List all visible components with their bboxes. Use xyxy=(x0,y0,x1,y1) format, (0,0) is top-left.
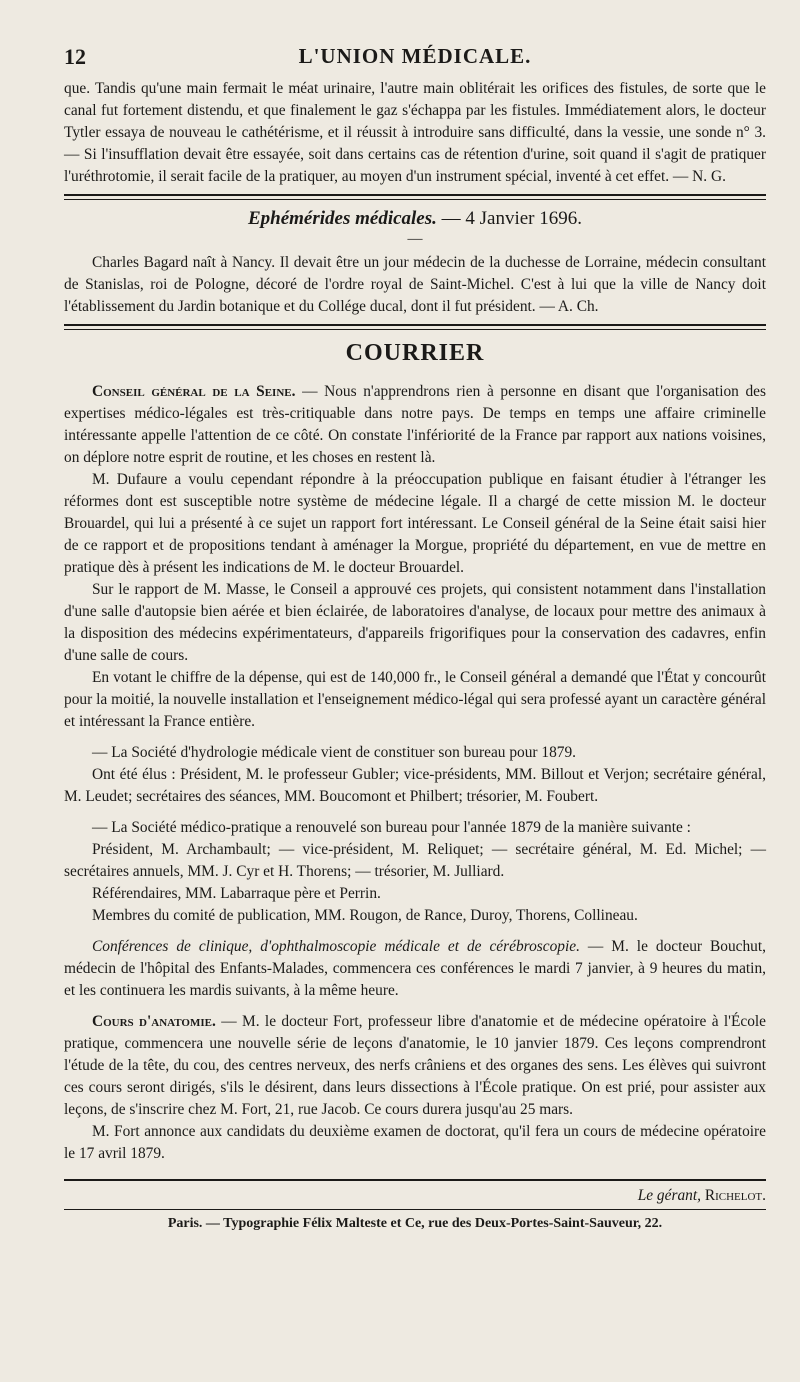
cours-anatomie-lead: Cours d'anatomie. xyxy=(92,1013,216,1030)
courrier-paragraph: Président, M. Archambault; — vice-président, M. Reliquet; — secrétaire général, M. Ed. Michel; — secrétaires annuels, MM. J. Cyr et H. Thorens; — trésorier, M. Julliard. xyxy=(64,841,766,880)
courrier-heading: COURRIER xyxy=(345,340,485,366)
courrier-paragraph: Membres du comité de publication, MM. Rougon, de Rance, Duroy, Thorens, Collineau. xyxy=(92,907,638,924)
spacer xyxy=(64,808,766,817)
courrier-paragraph: Sur le rapport de M. Masse, le Conseil a approuvé ces projets, qui consistent notamment dans l'installation d'une salle d'autopsie bien aérée et bien éclairée, de laboratoires d'analyse, de locaux pour mettre des animaux à la disposition des médecins expérimentateurs, d'appareils frigorifiques pour la conservation des cadavres, enfin d'une salle de cours. xyxy=(64,581,766,664)
ephemerides-dash: — xyxy=(407,231,423,247)
courrier-text: — Nous n'apprendrons rien à personne en disant que l'organisation des expertises médico-légales est très-critiquable dans notre pays. De temps en temps une affaire criminelle intéressante appelle l'attention de ce côté. On constate l'infériorité de la France par rapport aux nations voisines, on déplore notre esprit de routine, et les choses en restent là. xyxy=(64,383,766,466)
printer-imprint: Paris. — Typographie Félix Malteste et Ce, rue des Deux-Portes-Saint-Sauveur, 22. xyxy=(167,1216,663,1231)
courrier-paragraph: — La Société d'hydrologie médicale vient de constituer son bureau pour 1879. xyxy=(92,744,577,761)
section-divider xyxy=(64,194,766,196)
courrier-lead: Conseil général de la Seine. xyxy=(92,383,296,400)
spacer xyxy=(64,927,766,936)
spacer xyxy=(64,1002,766,1011)
gerant-name: Richelot. xyxy=(704,1187,766,1204)
section-divider-thin xyxy=(64,329,766,330)
footer-divider xyxy=(64,1179,766,1181)
courrier-paragraph: M. Fort annonce aux candidats du deuxième examen de doctorat, qu'il fera un cours de médecine opératoire le 17 avril 1879. xyxy=(64,1123,766,1162)
gerant-label: Le gérant, xyxy=(637,1187,701,1204)
ephemerides-title: Ephémérides médicales. xyxy=(247,208,437,229)
section-divider-thin xyxy=(64,199,766,200)
intro-paragraph: que. Tandis qu'une main fermait le méat urinaire, l'autre main oblitérait les orifices des fistules, de sorte que le canal fut fortement distendu, et que finalement le gaz s'échappa par les fistules. Immédiatement alors, le docteur Tytler essaya de nouveau le cathétérisme, et il réussit à introduire sans difficulté, dans la vessie, une sonde n° 3. — Si l'insufflation devait être essayée, soit dans certains cas de rétention d'urine, soit quand il s'agit de pratiquer l'uréthrotomie, il serait facile de la pratiquer, au moyen d'un instrument spécial, inventé à cet effet. — N. G. xyxy=(64,80,766,185)
courrier-paragraph: — La Société médico-pratique a renouvelé son bureau pour l'année 1879 de la manière suivante : xyxy=(92,819,691,836)
spacer xyxy=(64,733,766,742)
courrier-text: — M. le docteur Fort, professeur libre d'anatomie et de médecine opératoire à l'École pratique, commencera une nouvelle série de leçons d'anatomie, le 10 janvier 1879. Ces leçons comprendront l'étude de la tête, du cou, des centres nerveux, des nerfs crâniens et des organes des sens. Les élèves qui suivront ces cours seront dirigés, s'ils le désirent, dans leurs dissections à l'École pratique. On est prié, pour assister aux leçons, de s'inscrire chez M. Fort, 21, rue Jacob. Ce cours durera jusqu'au 25 mars. xyxy=(64,1013,766,1118)
ephemerides-heading xyxy=(64,208,766,230)
footer-divider-thin xyxy=(64,1209,766,1210)
courrier-paragraph xyxy=(64,936,766,1002)
journal-title: L'UNION MÉDICALE. xyxy=(298,44,532,68)
courrier-paragraph xyxy=(64,1011,766,1121)
gerant-line xyxy=(64,1187,766,1205)
page-number: 12 xyxy=(64,44,86,69)
courrier-paragraph xyxy=(64,381,766,469)
courrier-paragraph: M. Dufaure a voulu cependant répondre à la préoccupation publique en faisant étudier à l'étranger les réformes dont est susceptible notre système de médecine légale. Il a chargé de cette mission M. le docteur Brouardel, qui lui a présenté à ce sujet un rapport fort intéressant. Le Conseil général de la Seine était saisi hier de ce rapport et de propositions tendant à aménager la Morgue, propriété du département, en vue de mettre en pratique dès à présent les indications de M. le docteur Brouardel. xyxy=(64,471,766,576)
ephemerides-date: — 4 Janvier 1696. xyxy=(441,208,583,229)
conferences-title: Conférences de clinique, d'ophthalmoscopie médicale et de cérébroscopie. xyxy=(92,938,580,955)
courrier-text: — M. le docteur Bouchut, médecin de l'hôpital des Enfants-Malades, commencera ces conférences le mardi 7 janvier, à 9 heures du matin, et les continuera les mardis suivants, à la même heure. xyxy=(64,938,767,999)
courrier-paragraph: Ont été élus : Président, M. le professeur Gubler; vice-présidents, MM. Billout et Verjon; secrétaire général, M. Leudet; secrétaires des séances, MM. Boucomont et Philbert; trésorier, M. Foubert. xyxy=(64,766,766,805)
ephemerides-text: Charles Bagard naît à Nancy. Il devait être un jour médecin de la duchesse de Lorraine, médecin consultant de Stanislas, roi de Pologne, décoré de l'ordre royal de Saint-Michel. C'est à lui que la ville de Nancy doit l'établissement du Jardin botanique et du Collége ducal, dont il fut président. — A. Ch. xyxy=(64,254,766,315)
courrier-paragraph: En votant le chiffre de la dépense, qui est de 140,000 fr., le Conseil général a demandé que l'État y concourût pour la moitié, la nouvelle installation et l'enseignement médico-légal qui sera professé ayant un caractère général et intéressant la France entière. xyxy=(64,669,766,730)
courrier-paragraph: Référendaires, MM. Labarraque père et Perrin. xyxy=(92,885,381,902)
page-header xyxy=(64,34,766,78)
section-divider xyxy=(64,324,766,326)
